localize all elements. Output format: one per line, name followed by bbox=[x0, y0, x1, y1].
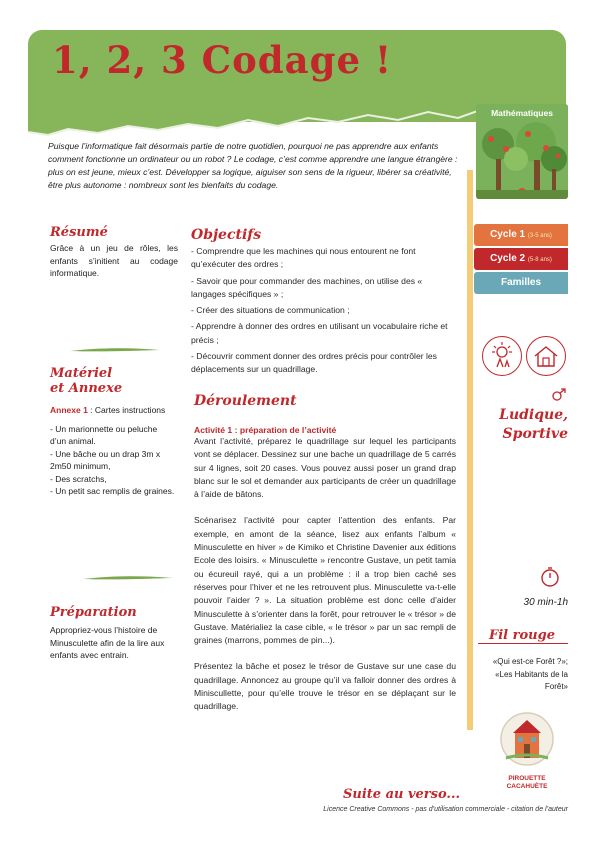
page-title: 1, 2, 3 Codage ! bbox=[52, 38, 393, 82]
subject-card bbox=[476, 104, 568, 199]
objectif-item: - Découvrir comment donner des ordres précis pour contrôler les déplacements sur un quadrillage. bbox=[191, 351, 437, 375]
outdoor-sun-icon bbox=[482, 336, 522, 376]
subject-label: Mathématiques bbox=[491, 108, 553, 118]
deroulement-title: Déroulement bbox=[194, 393, 297, 409]
materiel-item: - Un petit sac remplis de graines. bbox=[50, 486, 175, 496]
column-divider bbox=[467, 170, 473, 730]
indoor-house-icon bbox=[526, 336, 566, 376]
materiel-item: - Des scratchs, bbox=[50, 473, 107, 484]
publisher-logo bbox=[498, 710, 556, 790]
house-icon bbox=[527, 337, 565, 375]
objectifs-section bbox=[191, 227, 457, 380]
stopwatch-icon bbox=[540, 566, 560, 588]
deroulement-section bbox=[194, 393, 456, 714]
intro-paragraph: Puisque l’informatique fait désormais partie de notre quotidien, pourquoi ne pas apprendre aux enfants comment fonctionne un ordinateur ou un robot ? Le codage, c’est comme apprendre une langue étrangère : plus on est jeune, mieux c’est. Développer sa logique, aiguiser son sens de la rigueur, libérer sa créativité, être plus autonome : nombreux sont les bienfaits du codage. bbox=[48, 141, 458, 190]
objectif-item: - Comprendre que les machines qui nous entourent ne font qu’exécuter des ordres ; bbox=[191, 246, 416, 270]
license-footer: Licence Creative Commons - pas d’utilisation commerciale - citation de l’auteur bbox=[323, 806, 568, 813]
deroulement-paragraph: Présentez la bâche et posez le trésor de Gustave sur une case du quadrillage. Annoncez au groupe qu’il va falloir donner des ordres à Miniscullette, pour qu’elle trouve le trésor en se déplaçant sur le quadrillage. bbox=[194, 661, 456, 712]
suite-au-verso: Suite au verso... bbox=[343, 787, 460, 802]
preparation-title: Préparation bbox=[50, 605, 137, 620]
deroulement-paragraph: Scénarisez l’activité pour capter l’attention des enfants. Par exemple, en amont de la séance, lisez aux enfants l’album « Minusculette en hiver » de Kimiko et Christine Davenier aux éditions Ecole des loisirs. « Minusculette » rencontre Gustave, un petit tamia ou écureuil rayé, qui a un problème : il a trop bien caché ses réserves pour l’hiver et ne les retrouvent plus. Minusculette va-t-elle pouvoir l’aider ? ». La situation problème est donc celle d’aider Minusculette à s’orienter dans la forêt, pour retrouver le « trésor » de Gustave. Matérialiez la case cible, « le trésor » par un sac rempli de graines (marrons, pommes de pin...). bbox=[194, 515, 456, 646]
logo-text bbox=[498, 775, 556, 791]
materiel-title-line2: et Annexe bbox=[50, 381, 123, 396]
objectif-item: - Apprendre à donner des ordres en utilisant un vocabulaire riche et précis ; bbox=[191, 321, 448, 345]
logo-line1: PIROUETTE bbox=[508, 775, 546, 782]
gender-symbol-icon bbox=[551, 388, 567, 402]
deroulement-paragraph: Avant l’activité, préparez le quadrillage sur lequel les participants vont se déplacer. Dessinez sur une bache un quadrillage de 5 carrés sur 4 lignes, soit 20 cases. Vous pouvez aussi poser un grand drap blanc sur le sol et demander aux participants de créer un quadrillage à l’aide de bâtons. bbox=[194, 436, 456, 500]
fil-rouge-item: «Qui est-ce Forêt ?»; bbox=[492, 657, 568, 666]
activity-title: Activité 1 : préparation de l’activité bbox=[194, 425, 337, 435]
logo-line2: CACAHUÈTE bbox=[506, 783, 548, 790]
grass-divider-icon bbox=[83, 573, 173, 583]
resume-section bbox=[50, 225, 178, 280]
preparation-section bbox=[50, 605, 178, 662]
trees-illustration-icon bbox=[476, 104, 568, 199]
materiel-list bbox=[50, 423, 175, 498]
nature-line1: Ludique, bbox=[499, 407, 568, 423]
nature-line2: Sportive bbox=[502, 426, 568, 442]
cycle1-label: Cycle 1 bbox=[490, 229, 526, 240]
cycle2-tag bbox=[474, 248, 568, 270]
materiel-title-line1: Matériel bbox=[50, 366, 113, 381]
cycle2-label: Cycle 2 bbox=[490, 253, 526, 264]
logo-house-icon bbox=[498, 710, 556, 768]
cycle2-ages: (5-8 ans) bbox=[527, 257, 552, 263]
grass-divider-icon bbox=[70, 345, 160, 355]
annex-label: Annexe 1 bbox=[50, 405, 88, 415]
fil-rouge-item: «Les Habitants de la Forêt» bbox=[495, 669, 568, 691]
annex-text: : Cartes instructions bbox=[87, 405, 166, 415]
sun-tree-icon bbox=[483, 337, 521, 375]
materiel-section bbox=[50, 366, 175, 498]
fil-rouge-rule bbox=[478, 643, 568, 644]
familles-tag: Familles bbox=[474, 272, 568, 294]
fil-rouge-title: Fil rouge bbox=[489, 628, 555, 643]
resume-title: Résumé bbox=[50, 225, 108, 240]
preparation-text: Appropriez-vous l’histoire de Minusculette afin de la lire aux enfants avec entrain. bbox=[50, 625, 165, 660]
activity-nature bbox=[476, 406, 568, 444]
annex-line bbox=[50, 404, 175, 417]
materiel-item: - Une bâche ou un drap 3m x 2m50 minimum, bbox=[50, 448, 161, 471]
objectifs-title: Objectifs bbox=[191, 227, 262, 243]
objectif-item: - Savoir que pour commander des machines, on utilise des « langages spécifiques » ; bbox=[191, 275, 423, 299]
resume-text: Grâce à un jeu de rôles, les enfants s’initient au codage informatique. bbox=[50, 243, 178, 278]
objectif-item: - Créer des situations de communication ; bbox=[191, 305, 350, 316]
materiel-item: - Un marionnette ou peluche d’un animal. bbox=[50, 423, 158, 446]
fil-rouge-list bbox=[478, 656, 568, 694]
cycle1-tag bbox=[474, 224, 568, 246]
materiel-title bbox=[50, 366, 175, 396]
objectifs-list bbox=[191, 245, 457, 377]
cycle1-ages: (3-5 ans) bbox=[527, 233, 552, 239]
duration: 30 min-1h bbox=[523, 597, 568, 608]
